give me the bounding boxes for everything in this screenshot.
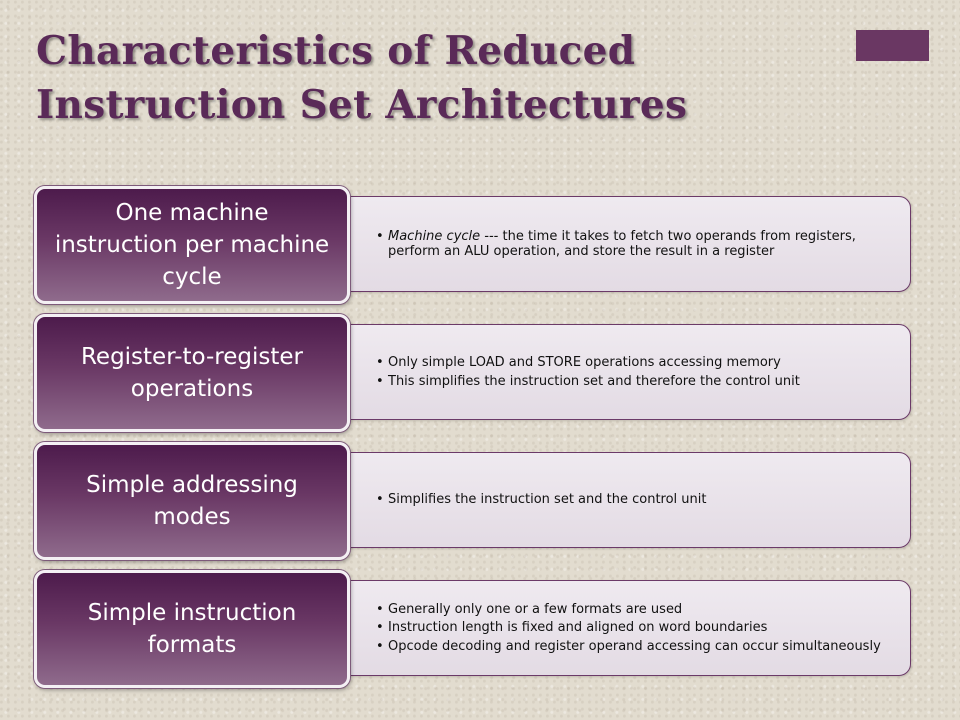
characteristic-row-register-operations bbox=[30, 314, 914, 436]
slide-title-line-2: Instruction Set Architectures bbox=[36, 82, 688, 128]
characteristic-description-box bbox=[345, 580, 911, 676]
bullet-text: the time it takes to fetch two operands from registers, perform an ALU operation, and store the result in a register bbox=[388, 228, 856, 259]
slide-title-line-1: Characteristics of Reduced bbox=[36, 28, 636, 74]
characteristic-row-addressing-modes bbox=[30, 442, 914, 564]
bullet-term: Machine cycle --- bbox=[388, 228, 499, 244]
characteristic-description-box bbox=[345, 196, 911, 292]
corner-accent-box bbox=[856, 30, 929, 61]
characteristic-label-box bbox=[34, 314, 350, 432]
characteristic-label: Register-to-register operations bbox=[80, 344, 304, 402]
characteristic-row-instruction-formats bbox=[30, 570, 914, 692]
bullet-list bbox=[376, 599, 896, 658]
bullet-list bbox=[376, 352, 896, 392]
bullet-item: • Opcode decoding and register operand accessing can occur simultaneously bbox=[376, 639, 896, 655]
characteristic-label: Simple instruction formats bbox=[87, 600, 297, 658]
bullet-item: • Instruction length is fixed and aligned on word boundaries bbox=[376, 620, 896, 636]
characteristic-description-box bbox=[345, 324, 911, 420]
characteristic-label-box bbox=[34, 570, 350, 688]
bullet-list bbox=[376, 226, 896, 263]
bullet-item: • This simplifies the instruction set and therefore the control unit bbox=[376, 374, 896, 390]
characteristic-label-box bbox=[34, 442, 350, 560]
characteristic-label-box bbox=[34, 186, 350, 304]
characteristic-description-box bbox=[345, 452, 911, 548]
bullet-list bbox=[376, 489, 896, 511]
bullet-item: • Only simple LOAD and STORE operations accessing memory bbox=[376, 355, 896, 371]
bullet-item: • Generally only one or a few formats are used bbox=[376, 602, 896, 618]
slide-title bbox=[36, 24, 687, 132]
characteristic-label: One machine instruction per machine cycle bbox=[54, 200, 330, 290]
bullet-item bbox=[376, 229, 896, 260]
characteristic-row-machine-cycle bbox=[30, 186, 914, 308]
bullet-item: • Simplifies the instruction set and the control unit bbox=[376, 492, 896, 508]
characteristic-label: Simple addressing modes bbox=[86, 472, 298, 530]
